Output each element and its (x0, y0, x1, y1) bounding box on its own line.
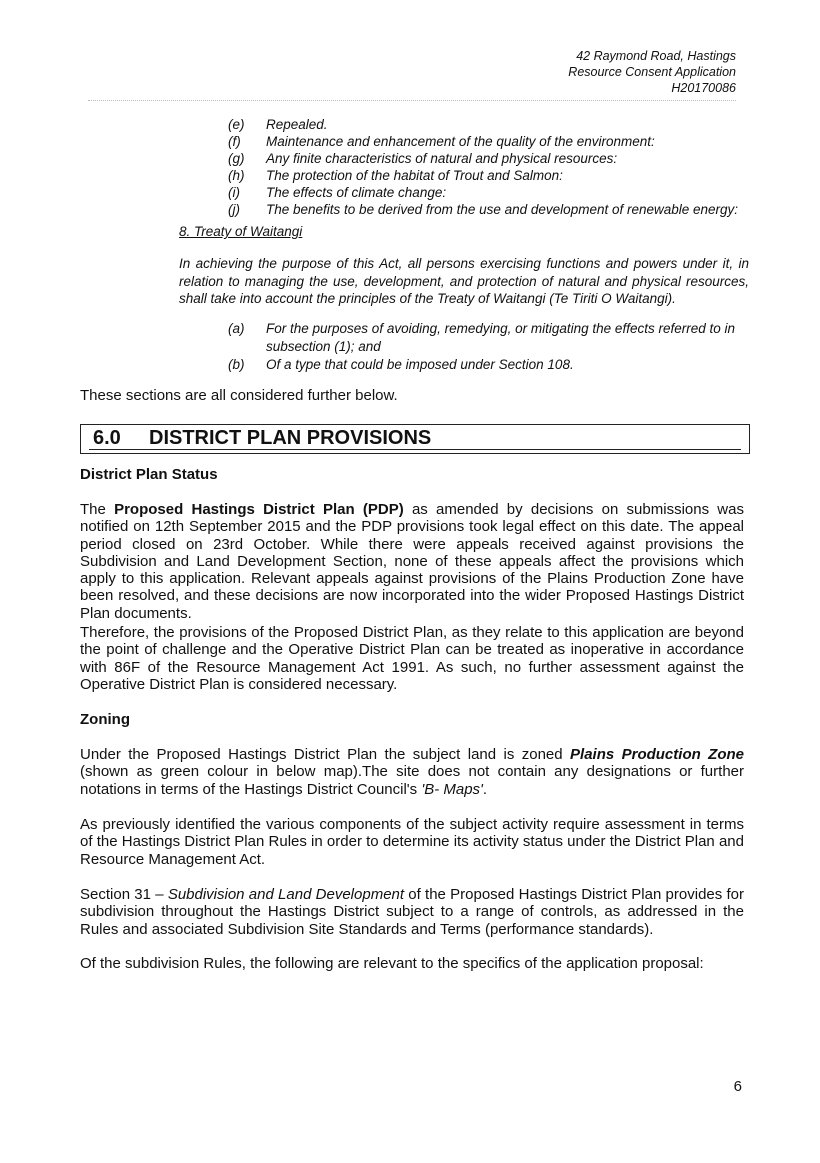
section-7-list (228, 116, 768, 218)
list-item-text: Of a type that could be imposed under Section 108. (266, 357, 574, 373)
header-application: Resource Consent Application (568, 65, 736, 79)
district-plan-status-heading: District Plan Status (80, 466, 218, 483)
list-item-text: Any finite characteristics of natural and physical resources: (266, 151, 618, 166)
section-number: 6.0 (93, 427, 121, 449)
header-address: 42 Raymond Road, Hastings (576, 49, 736, 63)
list-item (228, 320, 758, 355)
list-item (228, 133, 768, 150)
list-item-text: The effects of climate change: (266, 185, 447, 200)
list-item-text: The benefits to be derived from the use and development of renewable energy: (266, 202, 739, 217)
zoning-paragraph-4: Of the subdivision Rules, the following are relevant to the specifics of the application proposal: (80, 955, 704, 972)
section-heading-box (80, 424, 750, 454)
text-span: . (482, 780, 488, 798)
text-span: of the Proposed Hastings District Plan provides for subdivision throughout the Hastings District subject to a range of controls, as addressed in the Rules and associated Subdivision Site Standards and Terms (performance standards). (80, 886, 745, 938)
page-header (568, 48, 736, 96)
list-item (228, 150, 768, 167)
text-span: Under the Proposed Hastings District Plan the subject land is zoned (80, 746, 571, 763)
zone-name: Plains Production Zone (570, 746, 744, 763)
text-span: Section 31 – (80, 886, 168, 903)
conditions-list (228, 320, 758, 375)
list-item (228, 167, 768, 184)
section-31-title: Subdivision and Land Development (167, 886, 405, 903)
list-item-label: (b) (228, 357, 245, 373)
district-plan-status-paragraph-2: Therefore, the provisions of the Proposed District Plan, as they relate to this application are beyond the point of challenge and the Operative District Plan can be treated as inoperative in accordance with 86F of the Resource Management Act 1991. As such, no further assessment against the Operative District Plan is considered necessary. (80, 624, 744, 693)
list-item (228, 201, 768, 218)
page-number: 6 (733, 1078, 742, 1095)
list-item-label: (e) (228, 117, 245, 132)
b-maps-ref: 'B- Maps' (421, 780, 483, 798)
header-divider (88, 100, 736, 101)
district-plan-status-paragraph-1 (80, 501, 744, 622)
list-item (228, 116, 768, 133)
list-item-text: The protection of the habitat of Trout and Salmon: (266, 168, 563, 183)
list-item-label: (a) (228, 321, 245, 336)
section-title: DISTRICT PLAN PROVISIONS (149, 427, 432, 449)
list-item-label: (g) (228, 151, 245, 166)
sections-note: These sections are all considered further below. (80, 387, 398, 404)
list-item (228, 356, 758, 374)
header-reference: H20170086 (671, 81, 736, 95)
list-item-label: (j) (228, 202, 240, 217)
zoning-heading: Zoning (80, 711, 130, 728)
section-underline (89, 449, 741, 450)
treaty-heading: 8. Treaty of Waitangi (179, 224, 303, 239)
treaty-paragraph: In achieving the purpose of this Act, all persons exercising functions and powers under it, in relation to managing the use, development, and protection of natural and physical resources, shall take into account the principles of the Treaty of Waitangi (Te Tiriti O Waitangi). (179, 256, 749, 307)
list-item (228, 184, 768, 201)
text-span: The (80, 501, 115, 518)
list-item-label: (f) (228, 134, 241, 149)
list-item-text: For the purposes of avoiding, remedying, or mitigating the effects referred to in subsection (1); and (266, 321, 735, 354)
list-item-text: Repealed. (266, 117, 328, 132)
pdp-name: Proposed Hastings District Plan (PDP) (114, 501, 404, 518)
list-item-text: Maintenance and enhancement of the quality of the environment: (266, 134, 655, 149)
list-item-label: (h) (228, 168, 245, 183)
text-span: (shown as green colour in below map).The site does not contain any designations or further notations in terms of the Hastings District Council's (80, 763, 744, 798)
zoning-paragraph-3 (80, 886, 744, 938)
zoning-paragraph-1 (80, 746, 744, 798)
zoning-paragraph-2: As previously identified the various components of the subject activity require assessment in terms of the Hastings District Plan Rules in order to determine its activity status under the District Plan and Resource Management Act. (80, 816, 744, 868)
text-span: as amended by decisions on submissions was notified on 12th September 2015 and the PDP provisions took legal effect on this date. The appeal period closed on 23rd October. While there were appeals received against provisions the Subdivision and Land Development Section, none of these appeals affect the provisions which apply to this application. Relevant appeals against provisions of the Plains Production Zone have been resolved, and these decisions are now incorporated into the wider Proposed Hastings District Plan documents. (80, 501, 744, 622)
list-item-label: (i) (228, 185, 240, 200)
